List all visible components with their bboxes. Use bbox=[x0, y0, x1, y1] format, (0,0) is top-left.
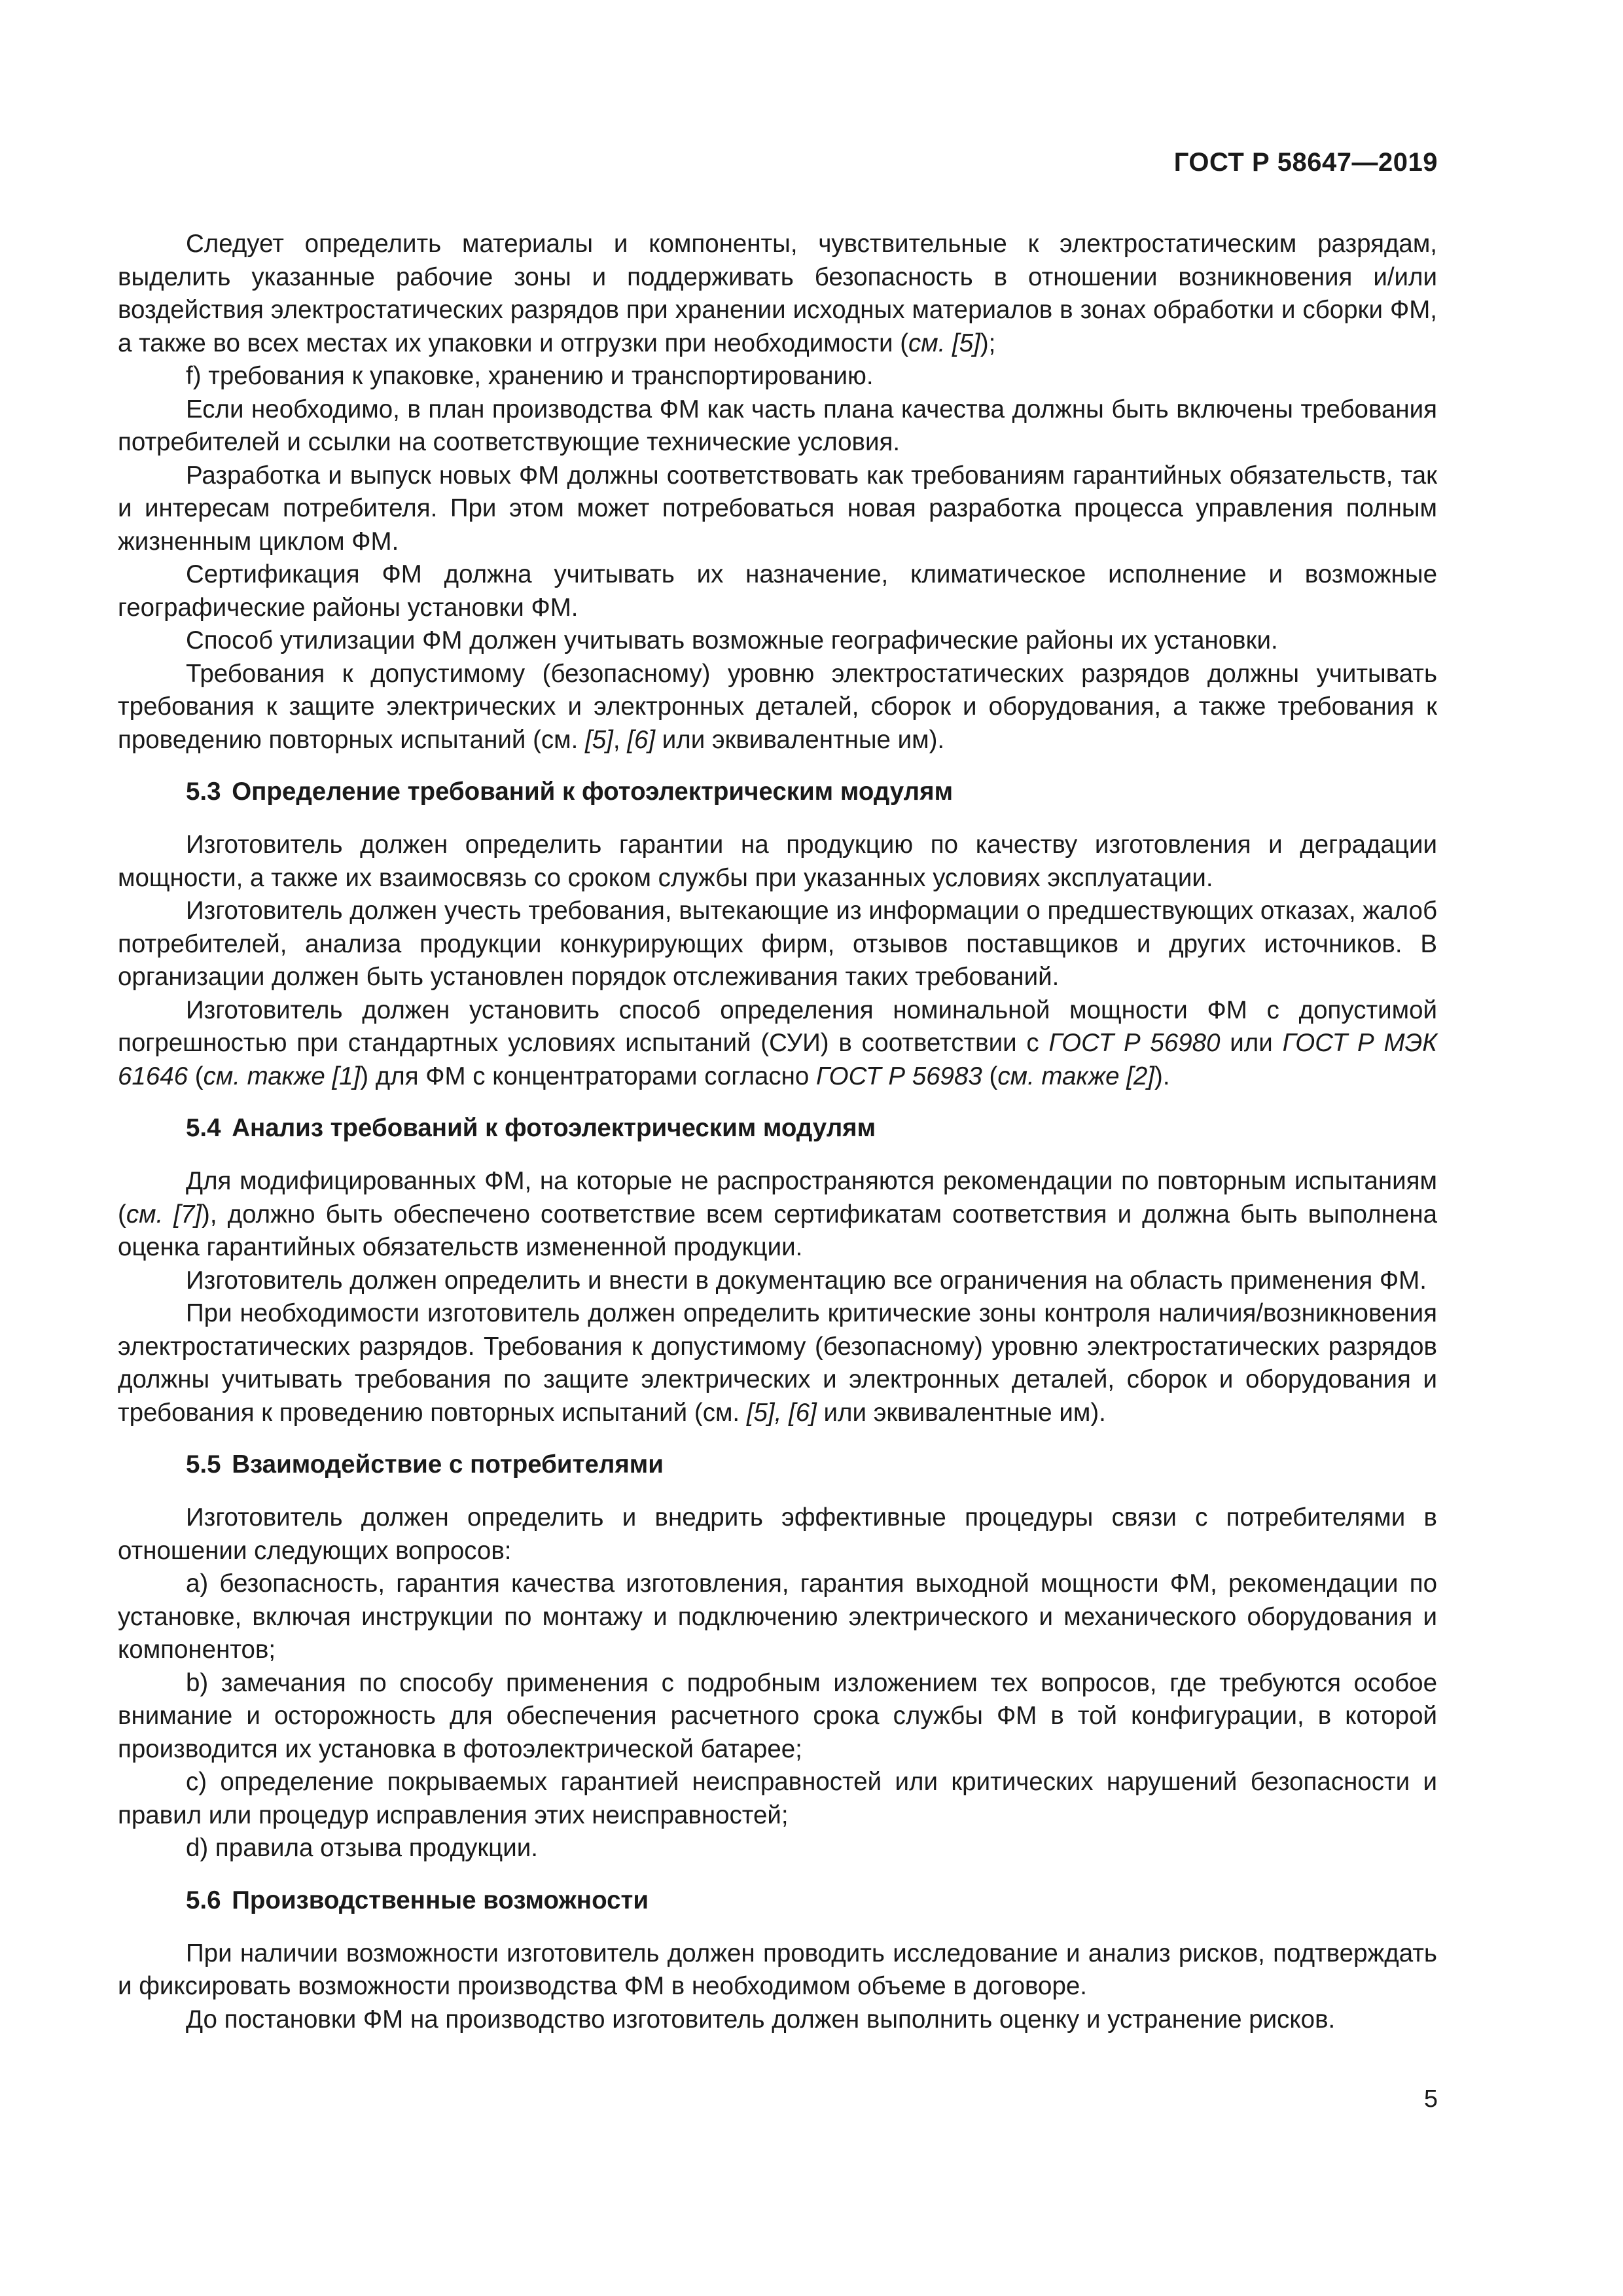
section-heading-5-3 bbox=[118, 775, 1437, 809]
reference: см. также [2] bbox=[997, 1062, 1154, 1090]
section-heading-5-5 bbox=[118, 1448, 1437, 1482]
section-title: Производственные возможности bbox=[232, 1886, 649, 1914]
text: Следует определить материалы и компоненты, чувствительные к электростатическим разрядам, выделить указанные рабочие зоны и поддерживать безопасность в отношении возникновения и/или воздействия электростатических разрядов при хранении исходных материалов в зонах обработки и сборки ФМ, а также во всех местах их упаковки и отгрузки при необходимости ( bbox=[118, 230, 1437, 357]
text: ( bbox=[188, 1062, 204, 1090]
list-item-a: а) безопасность, гарантия качества изготовления, гарантия выходной мощности ФМ, рекомендации по установке, включая инструкции по монтажу и подключению электрического и механического оборудования и компонентов; bbox=[118, 1570, 1437, 1664]
reference: [5] bbox=[585, 725, 613, 754]
text: ); bbox=[980, 329, 996, 357]
paragraph: Сертификация ФМ должна учитывать их назначение, климатическое исполнение и возможные географические районы установки ФМ. bbox=[118, 560, 1437, 622]
text: или эквивалентные им). bbox=[816, 1398, 1106, 1427]
page-number: 5 bbox=[1423, 2085, 1438, 2113]
text: или bbox=[1220, 1029, 1283, 1057]
reference: ГОСТ Р МЭК 61646 bbox=[118, 1029, 1437, 1090]
paragraph bbox=[118, 228, 1437, 360]
section-number: 5.6 bbox=[186, 1886, 221, 1914]
document-designation: ГОСТ Р 58647—2019 bbox=[1173, 148, 1438, 177]
paragraph bbox=[118, 994, 1437, 1094]
paragraph: До постановки ФМ на производство изготовитель должен выполнить оценку и устранение рисков. bbox=[186, 2005, 1336, 2034]
paragraph: Если необходимо, в план производства ФМ как часть плана качества должны быть включены требования потребителей и ссылки на соответствующие технические условия. bbox=[118, 395, 1437, 456]
reference: ГОСТ Р 56980 bbox=[1048, 1029, 1221, 1057]
list-item-c: c) определение покрываемых гарантией неисправностей или критических нарушений безопасности и правил или процедур исправления этих неисправностей; bbox=[118, 1768, 1437, 1829]
reference: см. [7] bbox=[126, 1200, 202, 1229]
reference: [5], [6] bbox=[746, 1398, 817, 1427]
paragraph: Изготовитель должен определить и внедрить эффективные процедуры связи с потребителями в отношении следующих вопросов: bbox=[118, 1503, 1437, 1565]
reference: [6] bbox=[627, 725, 656, 754]
section-number: 5.5 bbox=[186, 1450, 221, 1479]
paragraph: При наличии возможности изготовитель должен проводить исследование и анализ рисков, подтверждать и фиксировать возможности производства ФМ в необходимом объеме в договоре. bbox=[118, 1939, 1437, 2000]
paragraph bbox=[118, 1297, 1437, 1429]
list-item-f: f) требования к упаковке, хранению и транспортированию. bbox=[186, 362, 874, 390]
section-heading-5-6 bbox=[118, 1884, 1437, 1918]
text: или эквивалентные им). bbox=[655, 725, 945, 754]
section-number: 5.3 bbox=[186, 778, 221, 806]
reference: см. также [1] bbox=[203, 1062, 361, 1090]
reference: см. [5] bbox=[908, 329, 980, 357]
reference: ГОСТ Р 56983 bbox=[816, 1062, 982, 1090]
text: При необходимости изготовитель должен определить критические зоны контроля наличия/возникновения электростатических разрядов. Требования к допустимому (безопасному) уровню электростатических разрядов должны учитывать требования по защите электрических и электронных деталей, сборок и оборудования и требования к проведению повторных испытаний (см. bbox=[118, 1299, 1437, 1427]
text: ). bbox=[1154, 1062, 1170, 1090]
text: ), должно быть обеспечено соответствие всем сертификатам соответствия и должна быть выполнена оценка гарантийных обязательств измененной продукции. bbox=[118, 1200, 1437, 1261]
section-title: Анализ требований к фотоэлектрическим модулям bbox=[232, 1114, 876, 1142]
paragraph: Изготовитель должен определить и внести в документацию все ограничения на область применения ФМ. bbox=[186, 1266, 1427, 1295]
text: Для модифицированных ФМ, на которые не распространяются рекомендации по повторным испытаниям ( bbox=[118, 1167, 1437, 1229]
paragraph bbox=[118, 1165, 1437, 1265]
list-item-b: b) замечания по способу применения с подробным изложением тех вопросов, где требуются особое внимание и осторожность для обеспечения расчетного срока службы ФМ в той конфигурации, в которой производится их установка в фотоэлектрической батарее; bbox=[118, 1668, 1437, 1763]
text: , bbox=[613, 725, 628, 754]
paragraph: Разработка и выпуск новых ФМ должны соответствовать как требованиям гарантийных обязательств, так и интересам потребителя. При этом может потребоваться новая разработка процесса управления полным жизненным циклом ФМ. bbox=[118, 461, 1437, 556]
paragraph: Изготовитель должен учесть требования, вытекающие из информации о предшествующих отказах, жалоб потребителей, анализа продукции конкурирующих фирм, отзывов поставщиков и других источников. В организации должен быть установлен порядок отслеживания таких требований. bbox=[118, 897, 1437, 991]
document-body bbox=[118, 228, 1437, 2036]
section-title: Определение требований к фотоэлектрическим модулям bbox=[232, 778, 954, 806]
text: ) для ФМ с концентраторами согласно bbox=[360, 1062, 816, 1090]
section-heading-5-4 bbox=[118, 1111, 1437, 1145]
text: Требования к допустимому (безопасному) уровню электростатических разрядов должны учитывать требования к защите электрических и электронных деталей, сборок и оборудования, а также требования к проведению повторных испытаний (см. bbox=[118, 659, 1437, 754]
section-title: Взаимодействие с потребителями bbox=[232, 1450, 664, 1479]
paragraph: Изготовитель должен определить гарантии на продукцию по качеству изготовления и деградации мощности, а также их взаимосвязь со сроком службы при указанных условиях эксплуатации. bbox=[118, 831, 1437, 892]
paragraph: Способ утилизации ФМ должен учитывать возможные географические районы их установки. bbox=[186, 626, 1278, 655]
list-item-d: d) правила отзыва продукции. bbox=[186, 1834, 538, 1862]
section-number: 5.4 bbox=[186, 1114, 221, 1142]
paragraph bbox=[118, 658, 1437, 757]
text: ( bbox=[982, 1062, 998, 1090]
text: Изготовитель должен установить способ определения номинальной мощности ФМ с допустимой погрешностью при стандартных условиях испытаний (СУИ) в соответствии с bbox=[118, 996, 1437, 1057]
